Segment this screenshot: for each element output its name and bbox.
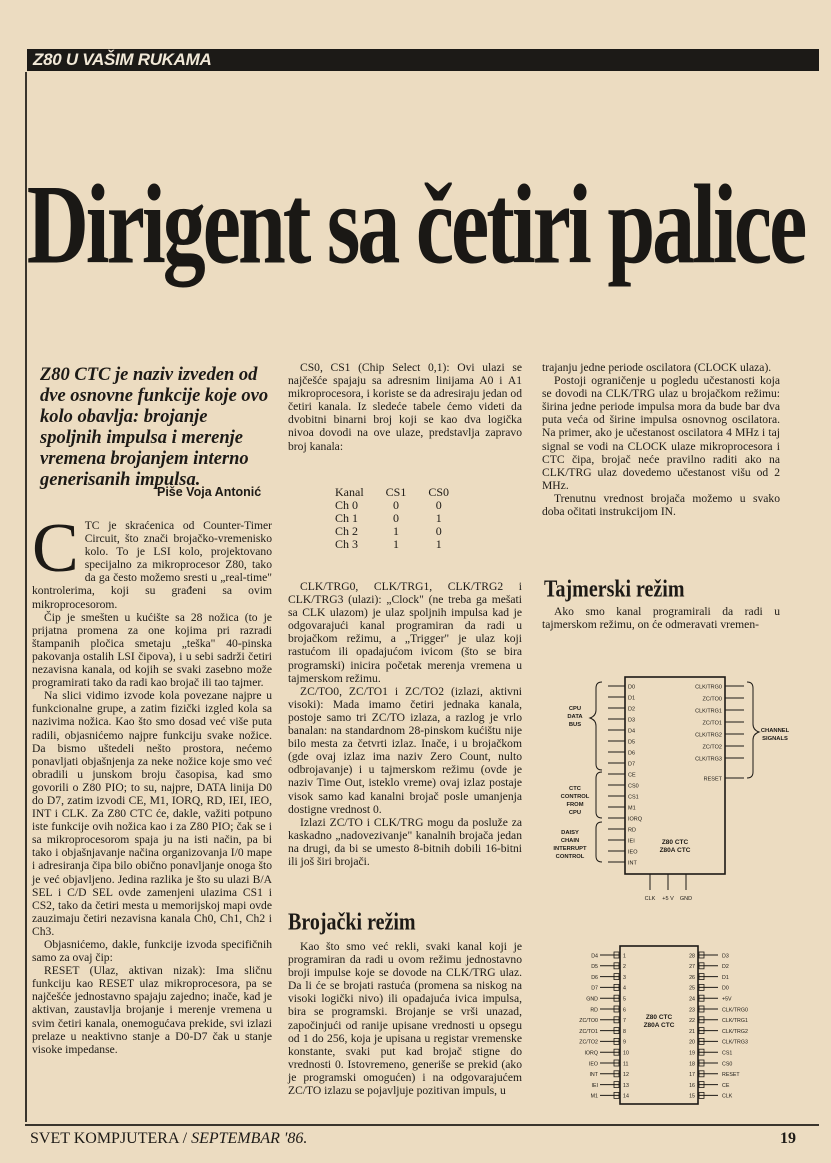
group-label: DAISY	[561, 830, 579, 836]
pin-label: ZC/TO0	[702, 696, 722, 703]
pin-name: ZC/TO0	[579, 1018, 598, 1025]
channel-bracket	[747, 682, 759, 778]
pin-number: 19	[689, 1050, 695, 1057]
pin-number: 24	[689, 996, 695, 1003]
pin-name: INT	[589, 1072, 598, 1079]
functional-pin-diagram	[542, 672, 792, 910]
package-label: Z80A CTC	[643, 1022, 675, 1029]
magazine-name: SVET KOMPJUTERA /	[30, 1130, 188, 1147]
group-label: CPU	[568, 706, 582, 712]
group-label: CPU	[568, 810, 582, 816]
pin-label: M1	[628, 805, 636, 812]
pin-number: 16	[689, 1082, 695, 1089]
col1-paragraph-2: Čip je smešten u kućište sa 28 nožica (to je prijatna promena za one kojima pri razradi štampanih pločica smetaju „teška" 40-pinska pakovanja ostalih LSI čipova), i u sebi sadrži četiri nezavisna kanala, od kojih se svaki zasebno može programirati tako da radi kao brojač ili tao tajmer.	[32, 610, 272, 690]
table-cell: 0	[435, 524, 442, 538]
section-header: Z80 U VAŠIM RUKAMA	[27, 49, 819, 71]
page-number: 19	[780, 1130, 796, 1147]
pin-number: 8	[623, 1028, 626, 1035]
table-cell: Ch 0	[335, 498, 359, 512]
pin-name: D1	[722, 974, 729, 981]
pin-number: 3	[623, 974, 626, 981]
subheading-brojacki: Brojački režim	[288, 909, 416, 936]
col2-paragraph-2: CLK/TRG0, CLK/TRG1, CLK/TRG2 i CLK/TRG3 (ulazi): „Clock" (ne treba ga mešati sa CLK ulazom) je ulaz spoljnih impulsa kad je odgovarajući kanal programiran da radi u brojačkom režimu, a „Trigger" je ulaz koji rastućom ili opadajućom ivicom (što se bira programski) inicira početak merenja vremena u tajmerskom režimu.	[288, 580, 522, 685]
pin-label: D7	[628, 761, 636, 768]
group-labels	[553, 682, 789, 862]
chip-label: Z80A CTC	[659, 847, 691, 854]
group-label: FROM	[566, 802, 584, 808]
group-label: CHANNEL	[760, 728, 790, 734]
pin-label: CLK/TRG0	[695, 684, 722, 691]
column-2-top	[288, 361, 522, 453]
pin-label: D0	[628, 684, 636, 691]
pin-number: 26	[689, 974, 695, 981]
control-bracket	[596, 772, 602, 818]
data-bus-bracket	[590, 682, 602, 770]
group-label: CONTROL	[555, 854, 585, 860]
col3-paragraph-4: Ako smo kanal programirali da radi u tajmerskom režimu, on će odmeravati vremen-	[542, 605, 780, 632]
pin-label: CLK/TRG2	[695, 732, 722, 739]
pin-number: 18	[689, 1061, 695, 1068]
footer-magazine	[30, 1130, 307, 1148]
col2-paragraph-5: Kao što smo već rekli, svaki kanal koji je programiran da radi u ovom režimu jednostavno broji impulse koje se dovode na CLK/TRG ulaz. Da li će se brojati rastuća (promena sa niskog na visoki logički nivo) ili opadajuća ivica impulsa, bira se programski. Brojanje se vrši unazad, započinjući od ranije upisane vrednosti u opsegu od 1 do 256, koja je upisana u registar vremenske konstante, svaki put kad brojač stigne do vrednosti 0. Istovremeno, generiše se prekid (ako je programski omogućen) i na odgovarajućem ZC/TO izlazu se pojavljuje pozitivan impuls, u	[288, 940, 522, 1098]
drop-cap: C	[32, 510, 79, 587]
pin-number: 20	[689, 1039, 695, 1046]
lead-paragraph: Z80 CTC je naziv izveden od dve osnovne funkcije koje ovo kolo obavlja: brojanje spoljnih impulsa i merenje vremena brojanjem interno generisanih impulsa.	[40, 365, 269, 490]
pin-name: IEO	[588, 1061, 598, 1068]
pin-label: ZC/TO2	[702, 744, 722, 751]
group-label: CTC	[569, 786, 581, 792]
table-header-cell: CS0	[428, 485, 450, 499]
pin-name: IORQ	[584, 1050, 598, 1057]
table-cell: 0	[393, 511, 399, 525]
pin-label: IEO	[628, 849, 638, 856]
pin-name: ZC/TO1	[579, 1028, 598, 1035]
col1-paragraph-1: TC je skraćenica od Counter-Timer Circuit, što znači brojačko-vremenisko kolo. To je LSI kolo, projektovano specijalno za mikroprocesor Z80, tako da ga često možemo sresti u „real-time" kontrolerima, koji su građeni sa ovim mikroprocesorom.	[32, 519, 272, 611]
pin-number: 14	[623, 1093, 629, 1100]
pin-number: 25	[689, 985, 695, 992]
pin-number: 13	[623, 1082, 629, 1089]
pin-name: D5	[591, 964, 598, 971]
pin-label: D3	[628, 717, 636, 724]
pin-number: 10	[623, 1050, 629, 1057]
pin-name: CLK	[722, 1093, 733, 1100]
table-cell: 1	[435, 537, 442, 551]
pin-name: CLK/TRG3	[722, 1039, 748, 1046]
pin-name: D3	[722, 953, 729, 960]
pin-label: CS1	[628, 794, 639, 801]
pin-label: RESET	[703, 776, 722, 783]
col3-paragraph-3: Trenutnu vrednost brojača možemo u svako doba očitati instrukcijom IN.	[542, 491, 780, 519]
col2-paragraph-1: CS0, CS1 (Chip Select 0,1): Ovi ulazi se najčešće spajaju sa adresnim linijama A0 i A1 mikroprocesora, i koriste se da adresiraju jedan od četiri kanala. Iz sledeće tabele ćemo videti da dvobitni binarni broj koji se kao dva logička nivoa dovodi na ove ulaze, predstavlja zapravo broj kanala:	[288, 361, 522, 453]
author-byline: Piše Voja Antonić	[157, 485, 262, 499]
pin-name: D2	[722, 964, 729, 971]
group-label: SIGNALS	[762, 736, 788, 742]
col3-paragraph-1: trajanju jedne periode oscilatora (CLOCK ulaza).	[542, 361, 772, 374]
col1-paragraph-4: Objasnićemo, dakle, funkcije izvoda specifičnih samo za ovaj čip:	[32, 938, 272, 965]
pin-number: 7	[623, 1018, 626, 1025]
pin-number: 1	[623, 953, 626, 960]
column-2-middle	[288, 580, 522, 868]
pin-name: RD	[590, 1007, 598, 1014]
group-label: CHAIN	[560, 838, 580, 844]
pin-label: CS0	[628, 783, 639, 790]
article-title: Dirigent sa četiri palice	[26, 160, 805, 288]
pin-number: 2	[623, 964, 626, 971]
pin-number: 11	[623, 1061, 629, 1068]
pin-number: 4	[623, 985, 626, 992]
pin-number: 15	[689, 1093, 695, 1100]
pin-name: D0	[722, 985, 729, 992]
pin-number: 12	[623, 1072, 629, 1079]
daisy-chain-bracket	[596, 822, 602, 862]
pin-name: CLK/TRG0	[722, 1007, 748, 1014]
pin-name: M1	[590, 1093, 598, 1100]
pin-name: IEI	[591, 1082, 598, 1089]
pin-label: ZC/TO1	[702, 720, 722, 727]
chip-label: Z80 CTC	[661, 839, 689, 846]
column-1	[32, 510, 272, 1056]
pin-label: GND	[679, 896, 693, 902]
table-cell: Ch 2	[335, 524, 359, 538]
pin-name: ZC/TO2	[579, 1039, 598, 1046]
pin-label: D1	[628, 695, 636, 702]
table-cell: 0	[435, 498, 442, 512]
table-header-cell: Kanal	[335, 485, 364, 499]
pin-label: IEI	[628, 838, 635, 845]
table-header-cell: CS1	[385, 485, 407, 499]
col2-paragraph-4: Izlazi ZC/TO i CLK/TRG mogu da posluže za kaskadno „nadovezivanje" kanalnih brojača jedan na drugi, da bi se umesto 8-bitnih dobili 16-bitni ili još širi brojači.	[288, 815, 522, 868]
group-label: BUS	[568, 722, 582, 728]
package-label: Z80 CTC	[645, 1014, 673, 1021]
bottom-pin-group	[645, 874, 692, 902]
column-3-top	[542, 361, 780, 518]
pin-name: D7	[591, 985, 598, 992]
pin-label: IORQ	[628, 816, 643, 823]
pin-number: 27	[689, 964, 695, 971]
right-pin-group	[695, 685, 744, 783]
pin-number: 17	[689, 1072, 695, 1079]
col2-paragraph-3: ZC/TO0, ZC/TO1 i ZC/TO2 (izlazi, aktivni visoki): Mada imamo četiri jednaka kanala, postoje samo tri ZC/TO izlaza, a razlog je vrlo banalan: na standardnom 28-pinskom kućištu nije bilo mesta za četvrti izlaz. Inače, i u brojačkom (gde ovaj izlaz ima naziv Zero Count, nulto odbrojavanje) i u tajmerskom režimu (ovde je naziv Time Out, isteklo vreme) ovaj izlaz postaje visok samo kad kanalni brojač posle umanjenja dostigne vrednost 0.	[288, 684, 522, 816]
issue-date: SEPTEMBAR '86.	[191, 1130, 308, 1147]
pin-name: +5V	[722, 996, 732, 1003]
table-cell: 1	[393, 537, 399, 551]
pin-name: CLK/TRG2	[722, 1028, 748, 1035]
pin-name: D4	[591, 953, 598, 960]
table-cell: Ch 1	[335, 511, 359, 525]
pin-label: CE	[628, 772, 636, 779]
pin-label: CLK/TRG3	[695, 756, 722, 763]
pin-name: CS0	[722, 1061, 733, 1068]
col1-paragraph-5: RESET (Ulaz, aktivan nizak): Ima sličnu funkciju kao RESET ulaz mikroprocesora, pa se najčešće jednostavno spajaju zajedno; inače, kad je aktivan, zaustavlja brojanje i merenje vremena u svim četiri kanala, onemogućava prekide, svi izlazi prelaze u neaktivno stanje a D0-D7 čak u stanje visoke impedanse.	[32, 964, 272, 1056]
pin-name: CLK/TRG1	[722, 1018, 748, 1025]
table-cell: 1	[393, 524, 399, 538]
pin-number: 28	[689, 953, 695, 960]
col1-paragraph-3: Na slici vidimo izvode kola povezane najpre u funkcionalne grupe, a zatim fizički izgled kola sa nazivima nožica. Kao što smo dosad već više puta radili, objasnićemo najpre funkciju svake nožice. Da bismo uštedeli nešto prostora, nećemo ponavljati objašnjenja za neke nožice koje smo već obradili u junskom broju časopisa, kad smo govorili o Z80 PIO; to su, najpre, DATA linija D0 do D7, zatim izvodi CE, M1, IORQ, RD, IEI, IEO, INT i CLK. Za Z80 CTC će, dakle, važiti potpuno iste funkcije ovih nožica kao i za Z80 PIO; čak se i sa mikroprocesorom spaja ju na isti način, pa bi tako i objašnjavanje načina organizovanja I/0 mape i adresiranja čipa bilo obično ponavljanje onoga što je već objavljeno. Jedina razlika je što su ulazi B/A SEL i C/D SEL ovde zamenjeni ulazima CS1 i CS2, tako da četiri mesta u memorijskoj mapi ovde zauzimaju četiri nezavisna kanala Ch0, Ch1, Ch2 i Ch3.	[32, 689, 272, 938]
pin-label: D6	[628, 750, 636, 757]
table-cell: Ch 3	[335, 537, 359, 551]
pin-label: D5	[628, 739, 636, 746]
pin-label: CLK	[644, 896, 656, 902]
subheading-tajmerski: Tajmerski režim	[544, 576, 685, 603]
pin-label: RD	[628, 827, 636, 834]
group-label: CONTROL	[560, 794, 590, 800]
pin-name: CS1	[722, 1050, 733, 1057]
pin-name: RESET	[722, 1072, 740, 1079]
pin-number: 9	[623, 1039, 626, 1046]
table-row	[335, 538, 471, 551]
pin-name: D6	[591, 974, 598, 981]
pin-label: +5 V	[662, 896, 674, 902]
channel-table	[335, 486, 471, 551]
package-left-pins	[579, 952, 629, 1100]
pin-number: 21	[689, 1028, 695, 1035]
table-cell: 1	[435, 511, 442, 525]
pin-number: 5	[623, 996, 626, 1003]
pin-label: D2	[628, 706, 636, 713]
pin-name: GND	[586, 996, 598, 1003]
col3-paragraph-2: Postoji ograničenje u pogledu učestanosti koja se dovodi na CLK/TRG ulaz u brojačkom režimu: širina jedne periode impulsa mora da bude bar dva puta veća od širine impulsa osnovnog oscilatora. Na primer, ako je učestanost oscilatora 4 MHz i taj signal se vodi na CLOCK ulaze mikroprocesora i CTC čipa, brojač neće pravilno raditi ako na CLK/TRG ulaz dovedemo učestanost višu od 2 MHz.	[542, 374, 780, 492]
column-3-bottom	[542, 605, 780, 631]
pin-label: INT	[628, 860, 637, 867]
pin-number: 23	[689, 1007, 695, 1014]
pin-label: CLK/TRG1	[695, 708, 722, 715]
bottom-rule	[25, 1124, 819, 1126]
column-2-bottom	[288, 940, 522, 1097]
pin-label: D4	[628, 728, 636, 735]
pinout-diagram	[556, 940, 776, 1110]
pin-number: 6	[623, 1007, 626, 1014]
group-label: INTERRUPT	[553, 846, 587, 852]
table-cell: 0	[393, 498, 399, 512]
pin-number: 22	[689, 1018, 695, 1025]
pin-name: CE	[722, 1082, 730, 1089]
group-label: DATA	[567, 714, 583, 720]
